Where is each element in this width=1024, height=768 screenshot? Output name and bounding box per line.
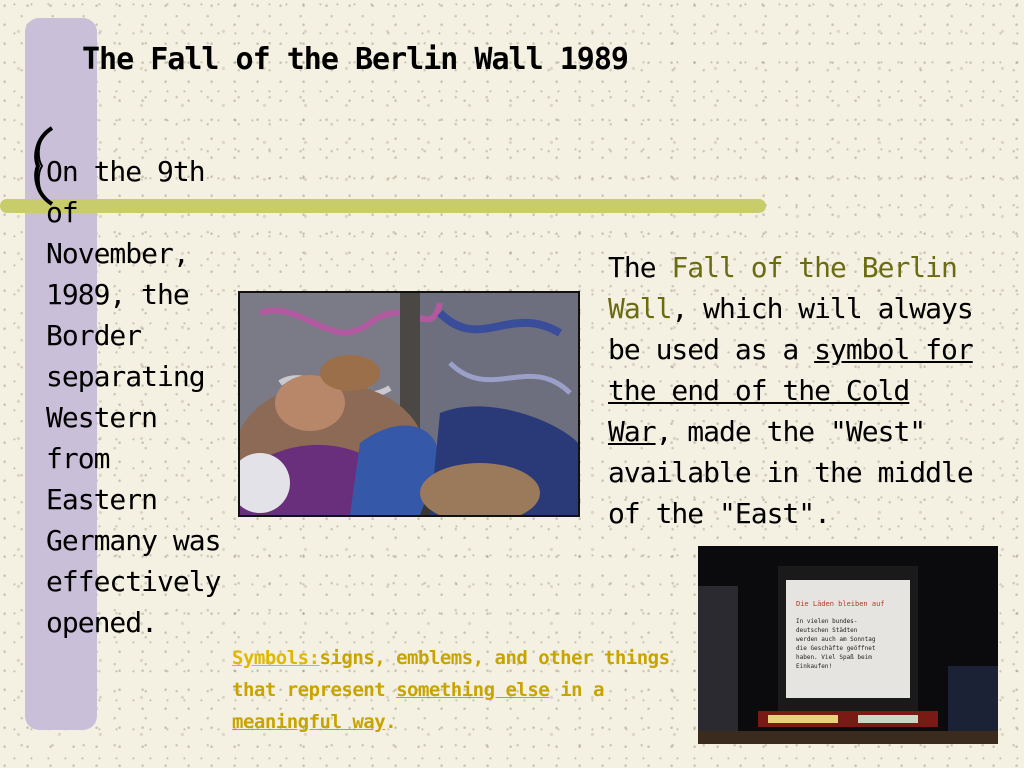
note-underline-1: something else xyxy=(396,679,550,701)
slide-title: The Fall of the Berlin Wall 1989 xyxy=(82,42,628,77)
sign-line-6: Einkaufen! xyxy=(796,663,833,670)
sign-line-1: In vielen bundes- xyxy=(796,618,858,625)
symbol-link[interactable]: symbol for the end of the Cold War xyxy=(608,333,973,448)
note-text2: in a xyxy=(549,679,604,701)
sign-line-5: haben. Viel Spaß beim xyxy=(796,654,872,661)
sign-line-4: die Geschäfte geöffnet xyxy=(796,645,876,652)
right-text-part1: The xyxy=(608,251,672,284)
right-paragraph xyxy=(608,247,988,534)
shop-sign-photo xyxy=(698,546,998,744)
note-text1: signs, emblems, and other things that represent xyxy=(232,647,670,701)
right-text-part2: , which will always be used as a xyxy=(608,292,973,366)
berlin-wall-photo xyxy=(238,291,580,517)
symbols-note xyxy=(232,642,682,738)
sign-line-2: deutschen Städten xyxy=(796,627,858,634)
sign-heading: Die Läden bleiben auf xyxy=(796,600,885,608)
right-text-part3: , made the "West" available in the middle of the "East". xyxy=(608,415,973,530)
left-paragraph: On the 9th of November, 1989, the Border separating Western from Eastern Germany was effectively opened. xyxy=(46,155,221,639)
note-end: . xyxy=(385,711,397,733)
symbols-term[interactable]: Symbols: xyxy=(232,647,320,669)
fall-of-wall-highlight: Fall of the Berlin Wall xyxy=(608,251,957,325)
note-underline-2: meaningful way xyxy=(232,711,386,733)
sign-line-3: werden auch am Sonntag xyxy=(796,636,876,643)
